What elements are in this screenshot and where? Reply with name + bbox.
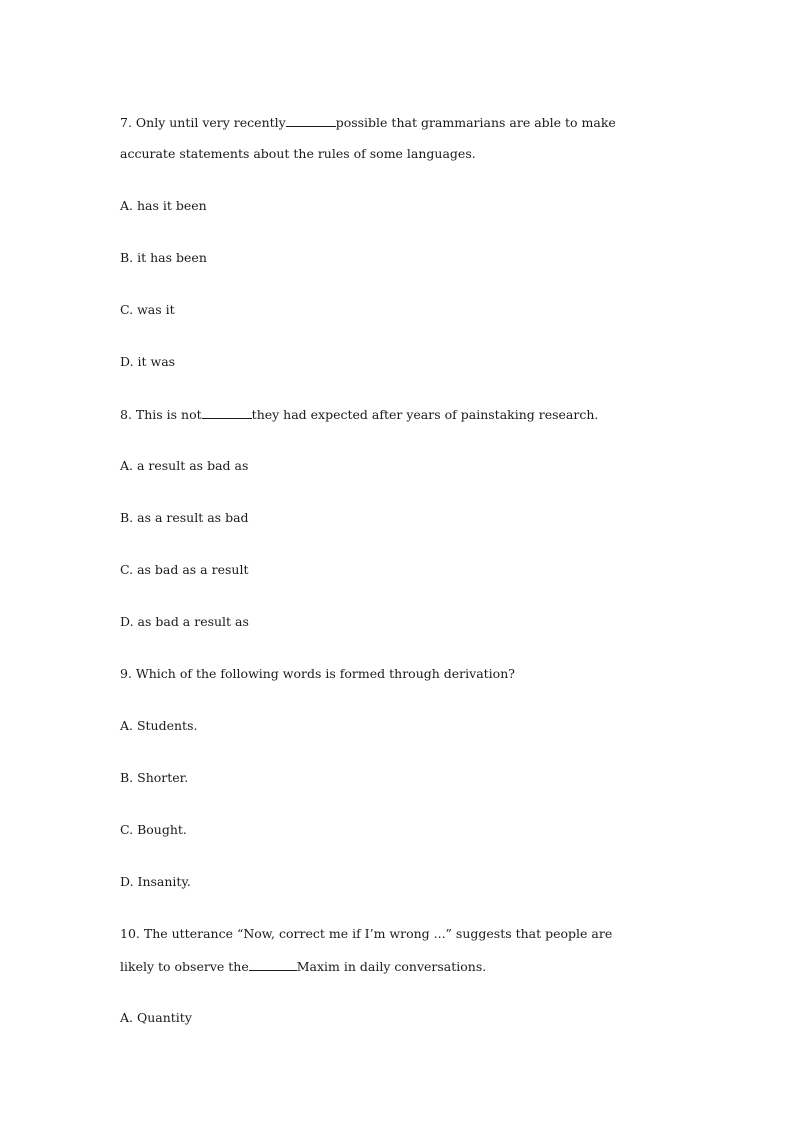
question-7-option-a: A. has it been (120, 198, 207, 213)
question-8-option-a: A. a result as bad as (120, 458, 249, 473)
question-10-stem-part-2: Maxim in daily conversations. (296, 959, 487, 974)
question-9-option-a: A. Students. (120, 718, 198, 733)
question-7-stem-line-1 (120, 114, 616, 131)
question-10-stem-line-2 (120, 958, 486, 975)
answer-blank (202, 406, 252, 419)
question-9-option-b: B. Shorter. (120, 770, 189, 785)
question-7-option-c: C. was it (120, 302, 175, 317)
question-8-stem (120, 406, 598, 423)
question-7-stem-part-2: possible that grammarians are able to make (335, 115, 616, 130)
answer-blank (286, 114, 336, 127)
question-8-option-d: D. as bad a result as (120, 614, 249, 629)
question-8-option-b: B. as a result as bad (120, 510, 249, 525)
question-8-option-c: C. as bad as a result (120, 562, 249, 577)
question-10-option-a: A. Quantity (120, 1010, 192, 1025)
question-7-stem-part-1: 7. Only until very recently (120, 115, 286, 130)
question-7-option-b: B. it has been (120, 250, 207, 265)
question-8-stem-part-1: 8. This is not (120, 407, 202, 422)
question-10-stem-line-1: 10. The utterance “Now, correct me if I’m wrong ...” suggests that people are (120, 926, 613, 941)
answer-blank (249, 958, 297, 971)
question-10-stem-part-1: likely to observe the (120, 959, 249, 974)
question-7-option-d: D. it was (120, 354, 176, 369)
question-9-stem: 9. Which of the following words is formed through derivation? (120, 666, 515, 681)
question-8-stem-part-2: they had expected after years of painstaking research. (251, 407, 599, 422)
question-7-stem-line-2: accurate statements about the rules of some languages. (120, 146, 476, 161)
question-9-option-d: D. Insanity. (120, 874, 191, 889)
question-9-option-c: C. Bought. (120, 822, 187, 837)
